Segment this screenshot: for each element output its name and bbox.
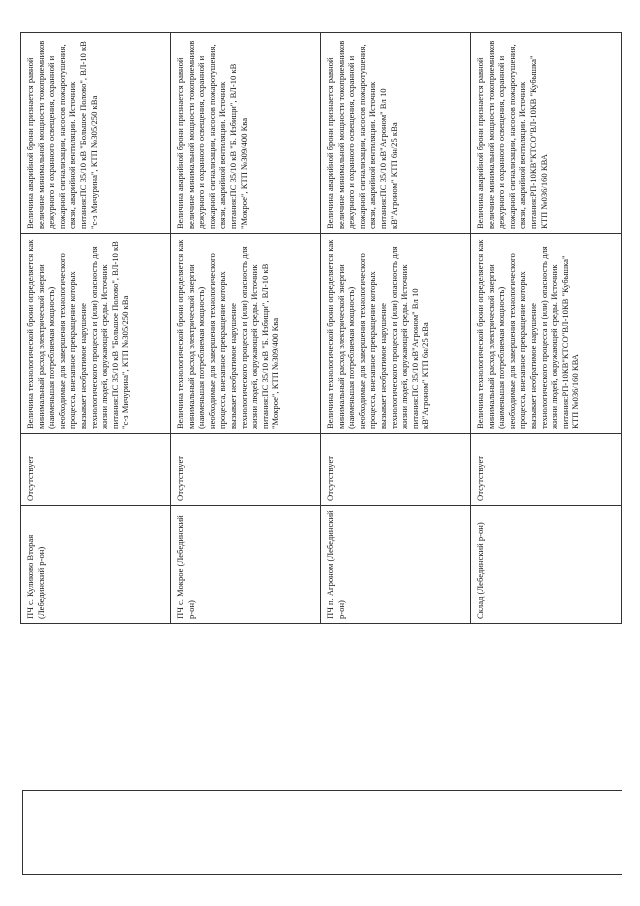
emergency-desc-cell: Величина аварийной брони признается равной величине минимальной мощности токоприемников дежурного и охранного освещения, охранной и пожарной сигнализации, насосов пожаротушения, связи, аварийной вентиляции. Источник питания:РП-10КВ"КТСО"ВЛ-10КВ "Кубышка" КТП №036/160 КВА [475, 40, 549, 229]
object-cell: ПЧ п. Агроном (Лебединский р-он) [321, 505, 470, 623]
tech-reserve-cell: Отсутствует [321, 433, 470, 505]
reserve-table [20, 32, 622, 624]
table-row [321, 33, 471, 623]
tech-desc-cell: Величина технологической брони определяется как минимальный расход электрической энергии (наименьшая потребляемая мощность) необходимые для завершения технологического процесса, внезапное прекращение которых вызывает необратимое нарушение технологического процесса и (или) опасность для жизни людей, окружающей среды. Источник питания:ПС 35/10 кВ "Б. Избищи", ВЛ-10 кВ "Мокрое", КТП №309/400 Ква [171, 233, 320, 433]
table-row [471, 33, 621, 623]
object-cell: Склад (Лебединский р-он) [471, 505, 621, 623]
emergency-desc-cell: Величина аварийной брони признается равной величине минимальной мощности токоприемников дежурного и охранного освещения, охранной и пожарной сигнализации, насосов пожаротушения, связи, аварийной вентиляции. Источник питания:ПС 35/10 кВ"Агроном" Вл 10 кВ"Агроном" КТП 6н/25 кВа [325, 40, 399, 229]
tech-reserve-cell: Отсутствует [21, 433, 170, 505]
tech-desc-cell: Величина технологической брони определяется как минимальный расход электрической энергии (наименьшая потребляемая мощность) необходимые для завершения технологического процесса, внезапное прекращение которых вызывает необратимое нарушение технологического процесса и (или) опасность для жизни людей, окружающей среды. Источник питания:ПС 35/10 кВ"Агроном" Вл 10 кВ"Агроном" КТП 6н/25 кВа [321, 233, 470, 433]
table-row [171, 33, 321, 623]
tech-desc-cell: Величина технологической брони определяется как минимальный расход электрической энергии (наименьшая потребляемая мощность) необходимые для завершения технологического процесса, внезапное прекращение которых вызывает необратимое нарушение технологического процесса и (или) опасность для жизни людей, окружающей среды. Источник питания:ПС 35/10 кВ "Большое Полово", ВЛ-10 кВ "с-з Мичурина", КТП №305/250 кВа [21, 233, 170, 433]
tech-reserve-cell: Отсутствует [171, 433, 320, 505]
object-cell: ПЧ с. Мокрое (Лебединский р-он) [171, 505, 320, 623]
footer-rule-2 [22, 874, 622, 875]
tech-reserve-cell: Отсутствует [471, 433, 621, 505]
object-cell: ПЧ с. Куликово Вторая (Лебединский р-он) [21, 505, 170, 623]
footer-rule-1 [22, 790, 622, 791]
tech-desc-cell: Величина технологической брони определяется как минимальный расход электрической энергии (наименьшая потребляемая мощность) необходимые для завершения технологического процесса, внезапное прекращение которых вызывает необратимое нарушение технологического процесса и (или) опасность для жизни людей, окружающей среды. Источник питания:РП-10КВ"КТСО"ВЛ-10КВ "Кубышка" КТП №036/160 КВА [471, 233, 621, 433]
page-border-left [22, 790, 23, 874]
table-row [21, 33, 171, 623]
emergency-desc-cell: Величина аварийной брони признается равной величине минимальной мощности токоприемников дежурного и охранного освещения, охранной и пожарной сигнализации, насосов пожаротушения, связи, аварийной вентиляции. Источник питания:ПС 35/10 кВ "Б. Избищи", ВЛ-10 кВ "Мокрое", КТП №309/400 Ква [175, 40, 249, 229]
emergency-desc-cell: Величина аварийной брони признается равной величине минимальной мощности токоприемников дежурного и охранного освещения, охранной и пожарной сигнализации, насосов пожаротушения, связи, аварийной вентиляции. Источник питания:ПС 35/10 кВ "Большое Полово", ВЛ-10 кВ "с-з Мичурина", КТП №305/250 кВа [25, 40, 99, 229]
